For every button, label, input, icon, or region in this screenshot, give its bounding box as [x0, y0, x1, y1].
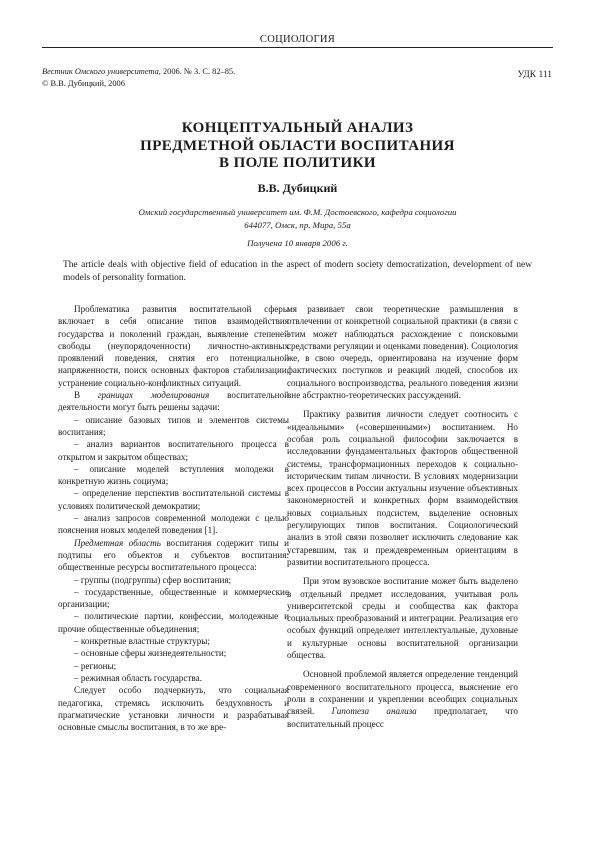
title-line-2: ПРЕДМЕТНОЙ ОБЛАСТИ ВОСПИТАНИЯ [140, 137, 455, 154]
running-header: СОЦИОЛОГИЯ [259, 34, 336, 45]
emphasis: Предметная область [74, 537, 161, 548]
list-item: – основные сферы жизнедеятельности; [74, 648, 227, 659]
copyright-line: © В.В. Дубицкий, 2006 [42, 79, 125, 88]
paragraph: Следует особо подчеркнуть, что социальная педагогика, стремясь исключить бездуховность и прагматические установки личности и разрабатывая основные смыслы воспитания, в то же вре- [58, 685, 289, 733]
list-item: – регионы; [74, 660, 117, 671]
text: Основной проблемой является определение тенденций современного воспитательного процесса, выяснение его роли в сохранении и укреплении всеобщих социальных связей. [287, 669, 518, 717]
list-item: – конкретные властные структуры; [74, 636, 210, 647]
title-line-3: В ПОЛЕ ПОЛИТИКИ [219, 155, 376, 171]
list-item: – описание базовых типов и элементов системы воспитания; [58, 414, 289, 437]
article-title [0, 120, 595, 173]
title-line-1: КОНЦЕПТУАЛЬНЫЙ АНАЛИЗ [181, 120, 414, 136]
paragraph: мя развивает свои теоретические размышления в отвлечении от конкретной социальной практики (в связи с этим может наблюдаться расхождение с поисковыми средствами регуляции и оценками поведения). Социология же, в свою очередь, ориентирована на изучение форм фактических поступков и реакций людей, способов их социального воспроизводства, реального поведения жизни вне абстрактно-теоретических рассуждений. [287, 304, 518, 401]
paragraph [58, 389, 289, 414]
citation-block [42, 66, 235, 90]
list-item: – анализ запросов современной молодежи с целью пояснения новых моделей поведения [1]. [58, 513, 289, 536]
udk-code: УДК 111 [517, 70, 552, 80]
paragraph [58, 537, 289, 574]
affiliation-line-2: 644077, Омск, пр. Мира, 55а [244, 219, 351, 230]
received-date: Получена 10 января 2006 г. [247, 238, 348, 248]
list-item: – анализ вариантов воспитательного процесса в открытом и закрытом обществах; [58, 439, 289, 462]
list-item: – определение перспектив воспитательной системы в условиях политической демократии; [58, 488, 289, 511]
right-column [287, 303, 518, 730]
list-item: – режимная область государства. [74, 672, 202, 683]
list-item: – группы (подгруппы) сфер воспитания; [74, 574, 232, 585]
journal-citation [42, 66, 235, 78]
text: предполагает, что воспитательный процесс [287, 706, 518, 729]
text: В [74, 390, 98, 401]
emphasis: Гипотеза анализа [331, 706, 417, 717]
paragraph: При этом вузовское воспитание может быть выделено в отдельный предмет исследования, учитывая роль университетской среды и сообщества как фактора социальных преобразований и интеграции. Реализация его особых функций определяет интеллектуальные, духовные и культурные основы воспитательной организации общества. [287, 576, 518, 661]
text: воспитания содержит типы и подтипы его объектов и субъектов воспитания: общественные ресурсы воспитательного процесса: [58, 537, 290, 573]
paragraph: Практику развития личности следует соотносить с «идеальными» («совершенными») воспитанием. Но особая роль социальной философии заключается в исследовании фундаментальных факторов общественной системы, трансформационных переходов к социально-историческим типам личности. В условиях модернизации всех процессов в России актуальны изучение объективных закономерностей и конкретных форм взаимодействия новых социальных подсистем, выделение основных регулирующих типов воспитания. Социологический анализ в этой связи позволяет исключить следование как устаревшим, так и преждевременным ориентациям в развитии воспитательного процесса. [287, 409, 518, 567]
header-rule [42, 47, 553, 48]
text: воспитательной деятельности могут быть решены задачи: [58, 390, 289, 413]
abstract: The article deals with objective field of education in the aspect of modern society democratization, development of new models of personality formation. [63, 260, 532, 283]
left-column [58, 303, 289, 733]
paragraph: Проблематика развития воспитательной сферы включает в себя описание типов взаимодействия государства и поколений граждан, выявление степеней свободы (неупорядоченности) личностно-активных проявлений поведения, снятия его потенциальной напряженности, поиск основных факторов стабилизации, устранение социально-конфликтных ситуаций. [58, 304, 289, 388]
emphasis: границах моделирования [98, 390, 210, 401]
list-item: – государственные, общественные и коммерческие организации; [58, 586, 289, 610]
journal-issue: 2006. № 3. С. 82–85. [160, 67, 236, 76]
list-item: – политические партии, конфессии, молодежные и прочие общественные объединения; [58, 611, 289, 634]
paragraph [287, 668, 518, 729]
author-name: В.В. Дубицкий [257, 181, 338, 195]
list-item: – описание моделей вступления молодежи в конкретную жизнь социума; [58, 463, 289, 487]
affiliation-line-1: Омский государственный университет им. Ф.М. Достоевского, кафедра социологии [138, 207, 457, 217]
journal-name: Вестник Омского университета, [42, 67, 161, 76]
affiliation [60, 206, 535, 231]
